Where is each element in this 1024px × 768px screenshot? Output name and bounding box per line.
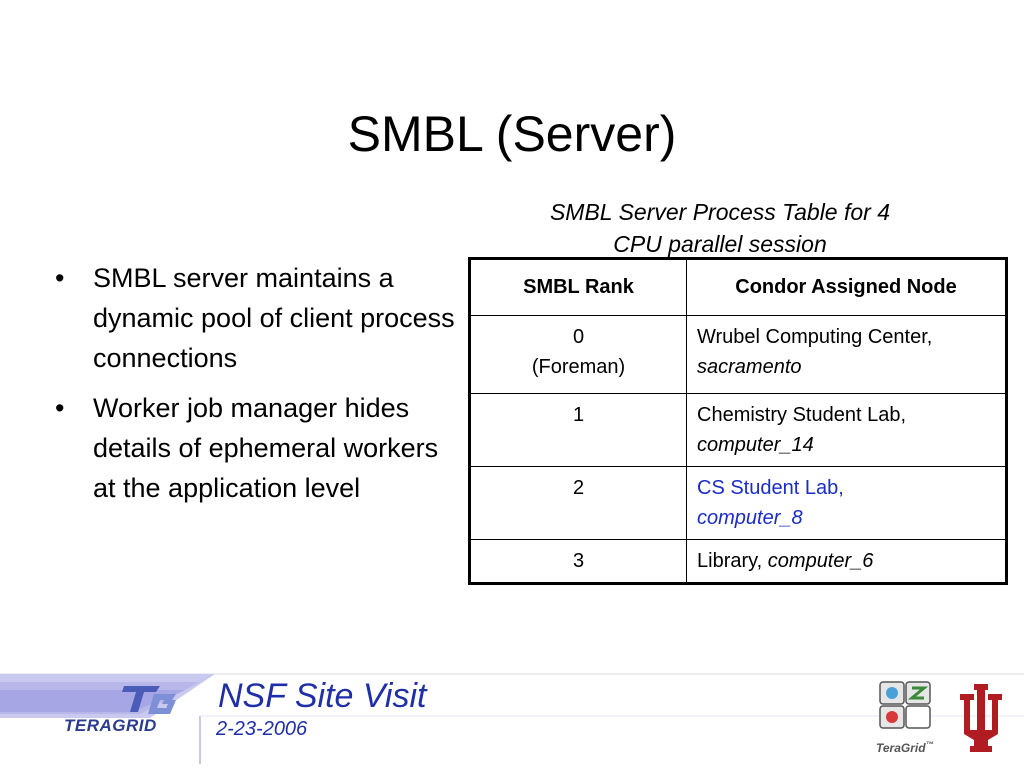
bullet-text: Worker job manager hides details of ephemeral workers at the application level [93,393,439,503]
rank-cell: 3 [470,540,687,584]
node-location: Wrubel Computing Center, [697,326,933,348]
footer-title: NSF Site Visit [218,677,427,715]
rank-cell [470,316,687,394]
teragrid-wordmark: TERAGRID [64,716,157,735]
trademark-mark: ™ [925,740,934,749]
process-table [468,257,1008,585]
bullet-text: SMBL server maintains a dynamic pool of client process connections [93,263,455,373]
footer-date: 2-23-2006 [216,718,308,740]
table-header-row [470,259,1007,316]
table-row [470,540,1007,584]
node-hostname: computer_14 [697,434,814,456]
slide-title: SMBL (Server) [347,106,677,162]
teragrid-small-name: TeraGrid [876,741,926,755]
column-header-rank: SMBL Rank [470,259,687,316]
rank-cell: 2 [470,467,687,540]
node-cell [687,467,1007,540]
rank-note: (Foreman) [531,356,626,378]
column-header-node: Condor Assigned Node [687,259,1007,316]
indiana-university-trident-icon [952,682,1010,754]
table-row [470,394,1007,467]
node-location: Library, [697,550,763,572]
node-location: Chemistry Student Lab, [697,404,906,426]
rank-value: 0 [572,326,585,348]
rank-cell: 1 [470,394,687,467]
table-row [470,316,1007,394]
node-hostname: computer_8 [697,507,803,529]
node-location: CS Student Lab, [697,477,844,499]
node-cell [687,394,1007,467]
node-hostname: computer_6 [767,550,874,572]
bullet-item [55,388,455,508]
table-row [470,467,1007,540]
teragrid-small-wordmark [876,740,934,755]
bullet-list [55,258,455,518]
bullet-glyph: • [55,263,65,293]
bullet-glyph: • [55,393,65,423]
teragrid-logo-icon [120,680,180,716]
node-hostname: sacramento [697,356,802,378]
node-cell [687,540,1007,584]
table-caption-line: SMBL Server Process Table for 4 [549,199,891,225]
node-cell [687,316,1007,394]
bullet-item [55,258,455,378]
table-caption-line: CPU parallel session [613,231,827,257]
teragrid-grid-icon [872,680,932,738]
table-caption [470,196,970,260]
